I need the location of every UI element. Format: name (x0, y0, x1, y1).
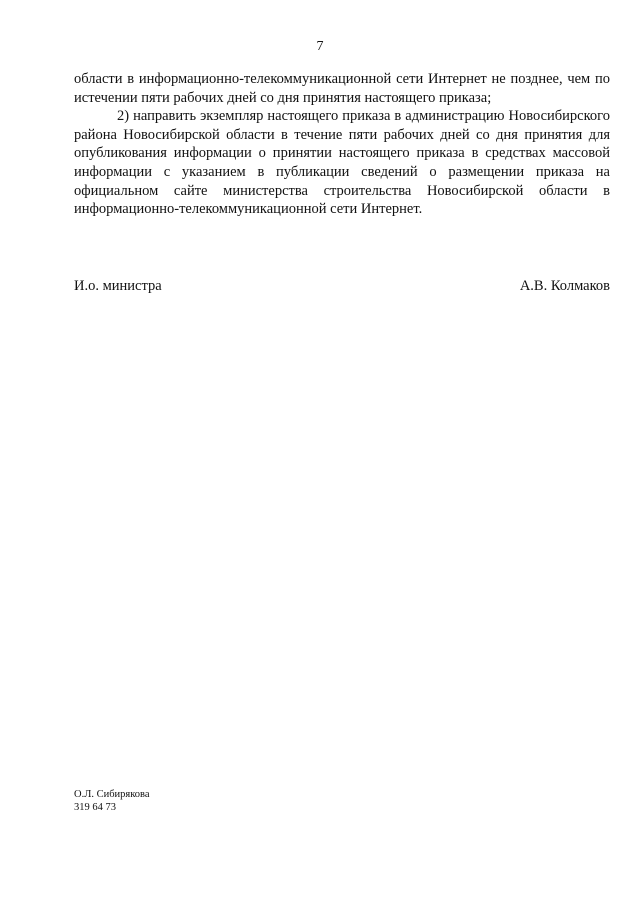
page-number: 7 (316, 39, 324, 54)
paragraph-item-2: 2) направить экземпляр настоящего приказа в администрацию Новосибирского района Новосибирской области в течение пяти рабочих дней со дня принятия для опубликования информации о принятии настоящего приказа в средствах массовой информации с указанием в публикации сведений о размещении приказа на официальном сайте министерства строительства Новосибирской области в информационно-телекоммуникационной сети Интернет. (74, 108, 610, 218)
signatory-name: А.В. Колмаков (519, 278, 610, 294)
executor-name: О.Л. Сибирякова (74, 789, 150, 800)
executor-block (74, 788, 150, 814)
document-body (74, 70, 610, 219)
executor-phone: 319 64 73 (74, 802, 116, 813)
signatory-position: И.о. министра (74, 278, 162, 294)
paragraph-continuation: области в информационно-телекоммуникационной сети Интернет не позднее, чем по истечении пяти рабочих дней со дня принятия настоящего приказа; (74, 71, 610, 106)
